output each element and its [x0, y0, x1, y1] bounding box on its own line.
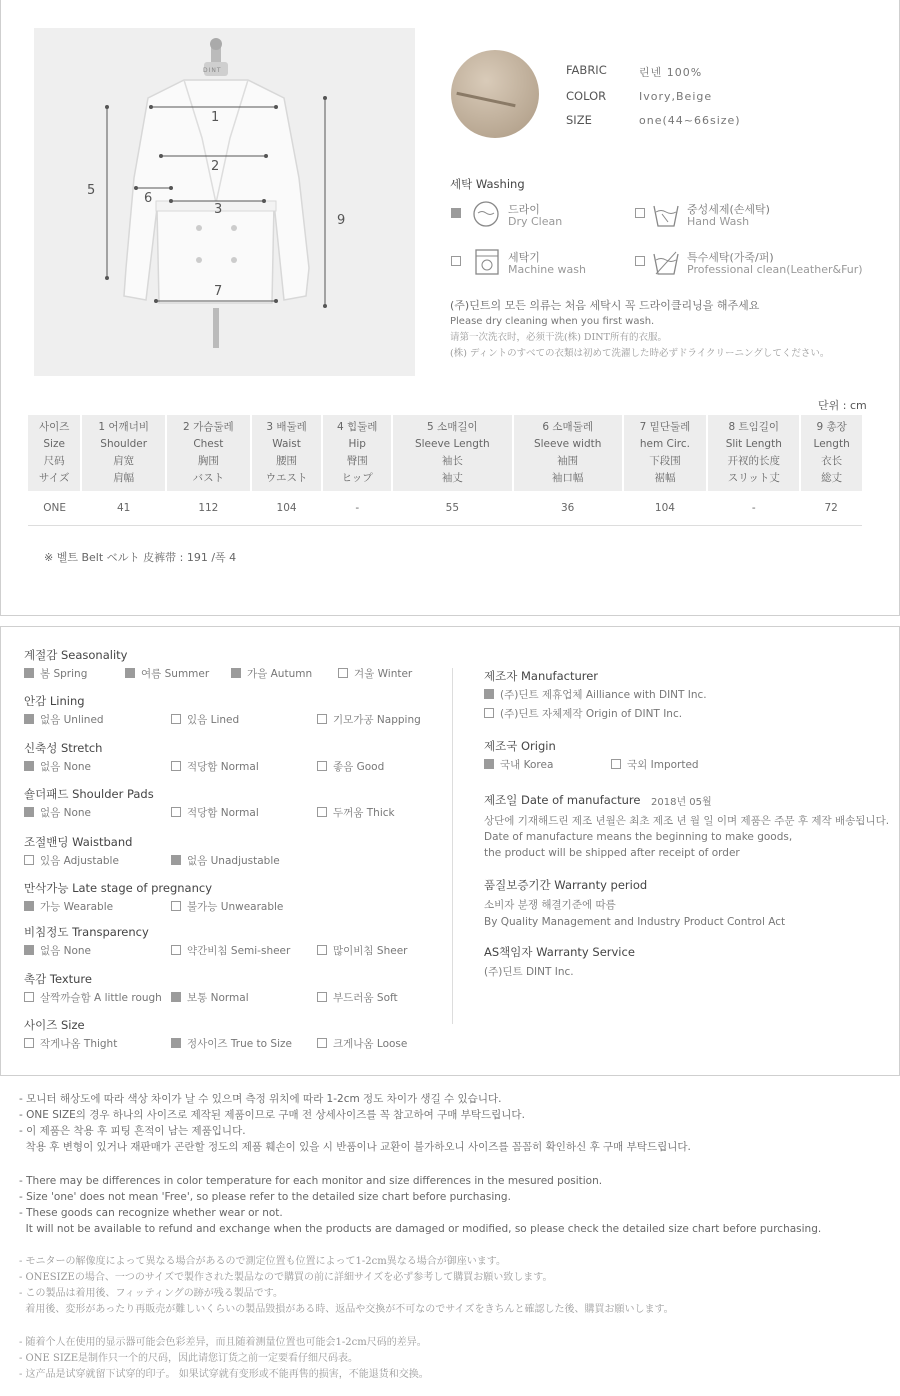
hand-wash-checkbox[interactable]: [635, 208, 645, 218]
option-label: 적당함 Normal: [187, 761, 259, 773]
option-label: 부드러움 Soft: [333, 992, 398, 1004]
col-sleeve-length: 5 소매길이 Sleeve Length 袖长 袖丈: [392, 415, 513, 491]
machine-wash-en: Machine wash: [508, 263, 586, 276]
marker-2: 2: [211, 159, 220, 174]
washing-note-en: Please dry cleaning when you first wash.: [450, 316, 655, 327]
option-label: 정사이즈 True to Size: [187, 1038, 292, 1050]
option-checkbox[interactable]: [171, 855, 181, 865]
option-checkbox[interactable]: [24, 714, 34, 724]
details-divider: [452, 668, 453, 1024]
option-label: 크게나옴 Loose: [333, 1038, 408, 1050]
notes-cn: - 随着个人在使用的显示器可能会色彩差异，而且随着测量位置也可能会1-2cm尺码的差异。 - ONE SIZE是制作只一个的尺码，因此请您订货之前一定要看仔细尺码表。 - 这产品是试穿就留下试穿的印子。 如果试穿就有变形或不能再售的损害，不能退货和交换。: [19, 1337, 429, 1380]
option-label: 있음 Lined: [187, 714, 240, 726]
option-label: 많이비침 Sheer: [333, 945, 408, 957]
property-option[interactable]: [317, 1036, 407, 1051]
option-label: 불가능 Unwearable: [187, 901, 284, 913]
dry-clean-icon: [472, 200, 500, 228]
col-shoulder: 1 어깨너비 Shoulder 肩宽 肩幅: [81, 415, 166, 491]
manufacturer-option-origin[interactable]: (주)딘트 자체제작 Origin of DINT Inc.: [484, 706, 682, 721]
hand-wash-en: Hand Wash: [687, 215, 750, 228]
table-row: ONE 41 112 104 - 55 36 104 - 72: [28, 491, 862, 525]
property-option[interactable]: [24, 759, 91, 774]
option-label: 기모가공 Napping: [333, 714, 421, 726]
option-checkbox[interactable]: [24, 807, 34, 817]
marker-9: 9: [337, 213, 346, 228]
notes-kr: - 모니터 해상도에 따라 색상 차이가 날 수 있으며 측정 위치에 따라 1-2cm 정도 차이가 생길 수 있습니다. - ONE SIZE의 경우 하나의 사이즈로 제작된 제품이므로 구매 전 상세사이즈를 꼭 참고하여 구매 부탁드립니다. - 이 제품은 착용 후 피팅 흔적이 남는 제품입니다. 착용 후 변형이 있거나 재판매가 곤란할 정도의 제품 훼손이 있을 시 반품이나 교환이 불가하오니 사이즈를 꼼꼼히 확인하신 후 구매 부탁드립니다.: [19, 1093, 691, 1153]
property-option[interactable]: [24, 805, 91, 820]
property-title: 사이즈 Size: [24, 1018, 85, 1032]
property-option[interactable]: [171, 712, 239, 727]
washing-title: 세탁 Washing: [450, 177, 525, 191]
manufacturer-option-alliance[interactable]: (주)딘트 제휴업체 Ailliance with DINT Inc.: [484, 687, 707, 702]
property-option[interactable]: [317, 943, 407, 958]
option-checkbox[interactable]: [24, 945, 34, 955]
marker-5: 5: [87, 183, 96, 198]
unit-label: 단위 : cm: [818, 399, 867, 412]
option-checkbox[interactable]: [317, 714, 327, 724]
option-checkbox[interactable]: [338, 668, 348, 678]
option-label: 약간비침 Semi-sheer: [187, 945, 291, 957]
option-label: 적당함 Normal: [187, 807, 259, 819]
option-checkbox[interactable]: [317, 761, 327, 771]
belt-note: ※ 벨트 Belt ベルト 皮裤带 : 191 /폭 4: [44, 551, 237, 564]
option-label: 보통 Normal: [187, 992, 249, 1004]
option-label: 좋음 Good: [333, 761, 385, 773]
color-value: Ivory,Beige: [639, 90, 713, 103]
warranty-period-desc: 소비자 분쟁 해결기준에 따름 By Quality Management and Industry Product Control Act: [484, 899, 786, 928]
property-title: 계절감 Seasonality: [24, 648, 128, 662]
size-value: one(44~66size): [639, 114, 741, 127]
notes-en: - There may be differences in color temperature for each monitor and size differences in the mesured position. - Size 'one' does not mean 'Free', so please refer to the detailed size chart before purchasing. - These goods can recognize whether wear or not. It will not be available to refund and exchange when the products are damaged or modified, so please check the detailed size chart before purchasing.: [19, 1175, 822, 1235]
manufacturer-title: 제조자 Manufacturer: [484, 669, 599, 683]
property-option[interactable]: [24, 666, 87, 681]
property-option[interactable]: [338, 666, 412, 681]
mannequin-tag: DINT: [203, 67, 222, 74]
option-label: 여름 Summer: [141, 668, 210, 680]
option-checkbox[interactable]: [317, 1038, 327, 1048]
origin-title: 제조국 Origin: [484, 739, 556, 753]
marker-7: 7: [214, 284, 223, 299]
option-checkbox[interactable]: [24, 901, 34, 911]
hand-wash-icon: [652, 200, 680, 228]
col-sleeve-width: 6 소매둘레 Sleeve width 袖围 袖口幅: [513, 415, 623, 491]
property-option[interactable]: [317, 759, 384, 774]
option-checkbox[interactable]: [125, 668, 135, 678]
option-checkbox[interactable]: [24, 1038, 34, 1048]
origin-option-imported[interactable]: 국외 Imported: [611, 757, 699, 772]
option-label: 없음 None: [40, 945, 92, 957]
col-hem: 7 밑단둘레 hem Circ. 下段围 裾幅: [623, 415, 708, 491]
size-diagram: [34, 28, 415, 376]
property-option[interactable]: [171, 1036, 292, 1051]
option-checkbox[interactable]: [171, 761, 181, 771]
option-checkbox[interactable]: [171, 807, 181, 817]
property-title: 촉감 Texture: [24, 972, 92, 986]
col-length: 9 총장 Length 衣长 総丈: [800, 415, 862, 491]
option-checkbox[interactable]: [231, 668, 241, 678]
property-option[interactable]: [171, 990, 249, 1005]
property-option[interactable]: [171, 805, 259, 820]
marker-6: 6: [144, 191, 153, 206]
manufacture-date-value: 2018년 05월: [651, 797, 712, 808]
option-checkbox[interactable]: [24, 992, 34, 1002]
option-checkbox[interactable]: [24, 855, 34, 865]
option-checkbox[interactable]: [171, 901, 181, 911]
property-option[interactable]: [125, 666, 209, 681]
option-checkbox[interactable]: [171, 945, 181, 955]
option-checkbox[interactable]: [317, 945, 327, 955]
property-option[interactable]: [231, 666, 312, 681]
washing-notes: [450, 298, 829, 362]
option-checkbox[interactable]: [317, 807, 327, 817]
option-label: 작게나옴 Thight: [40, 1038, 118, 1050]
property-title: 안감 Lining: [24, 694, 85, 708]
dry-clean-en: Dry Clean: [508, 215, 563, 228]
col-hip: 4 힙둘레 Hip 臀围 ヒップ: [322, 415, 391, 491]
dry-clean-checkbox[interactable]: [451, 208, 461, 218]
col-slit: 8 트임길이 Slit Length 开衩的长度 スリット丈: [707, 415, 800, 491]
property-option[interactable]: [24, 990, 162, 1005]
property-option[interactable]: [24, 1036, 117, 1051]
option-label: 겨울 Winter: [354, 668, 413, 680]
washing-note-jp: (株) ディントのすべての衣類は初めて洗濯した時必ずドライクリーニングしてください。: [450, 348, 830, 359]
option-checkbox[interactable]: [171, 992, 181, 1002]
washing-note-cn: 请第一次洗衣时，必须干洗(株) DINT所有的衣服。: [450, 332, 667, 343]
property-title: 숄더패드 Shoulder Pads: [24, 787, 154, 801]
property-option[interactable]: [317, 712, 421, 727]
manufacture-date-desc: 상단에 기재해드린 제조 년월은 최초 제조 년 월 일 이며 제품은 주문 후 제작 배송됩니다. Date of manufacture means the beginning to make goods, the product will be shipped after receipt of order: [484, 815, 890, 859]
col-size: 사이즈 Size 尺码 サイズ: [28, 415, 81, 491]
jacket-illustration: [34, 28, 415, 376]
fabric-label: FABRIC: [566, 63, 607, 77]
machine-wash-kr: 세탁기: [508, 251, 540, 264]
professional-clean-en: Professional clean(Leather&Fur): [687, 263, 863, 276]
warranty-period-title: 품질보증기간 Warranty period: [484, 878, 648, 892]
hand-wash-kr: 중성세제(손세탁): [687, 203, 770, 216]
property-option[interactable]: [171, 899, 283, 914]
option-checkbox[interactable]: [24, 668, 34, 678]
col-chest: 2 가슴둘레 Chest 胸围 バスト: [166, 415, 251, 491]
property-option[interactable]: [171, 759, 259, 774]
option-checkbox[interactable]: [171, 1038, 181, 1048]
option-label: 없음 None: [40, 761, 92, 773]
property-option[interactable]: [24, 943, 91, 958]
property-option[interactable]: [317, 990, 398, 1005]
property-title: 신축성 Stretch: [24, 741, 103, 755]
option-label: 봄 Spring: [40, 668, 88, 680]
purchase-notes: [19, 1091, 821, 1383]
property-option[interactable]: [317, 805, 395, 820]
dry-clean-kr: 드라이: [508, 203, 540, 216]
property-option[interactable]: [171, 853, 280, 868]
option-label: 없음 None: [40, 807, 92, 819]
option-label: 없음 Unlined: [40, 714, 104, 726]
option-label: 가을 Autumn: [247, 668, 313, 680]
professional-clean-checkbox[interactable]: [635, 256, 645, 266]
origin-option-korea[interactable]: 국내 Korea: [484, 757, 553, 772]
professional-clean-icon: [652, 248, 680, 276]
option-label: 살짝까슬함 A little rough: [40, 992, 162, 1004]
size-table: [28, 415, 862, 526]
option-label: 없음 Unadjustable: [187, 855, 280, 867]
warranty-service-title: AS책임자 Warranty Service: [484, 945, 635, 959]
fabric-value: 린넨 100%: [639, 66, 703, 79]
property-option[interactable]: [24, 712, 104, 727]
fabric-swatch: [451, 50, 539, 138]
professional-clean-kr: 특수세탁(가죽/퍼): [687, 251, 774, 264]
machine-wash-checkbox[interactable]: [451, 256, 461, 266]
machine-wash-icon: [474, 248, 500, 276]
option-checkbox[interactable]: [24, 761, 34, 771]
option-checkbox[interactable]: [317, 992, 327, 1002]
property-option[interactable]: [24, 853, 119, 868]
size-label: SIZE: [566, 113, 592, 127]
marker-1: 1: [211, 110, 220, 125]
warranty-service-desc: (주)딘트 DINT Inc.: [484, 966, 574, 978]
marker-3: 3: [214, 202, 223, 217]
property-option[interactable]: [171, 943, 290, 958]
option-checkbox[interactable]: [171, 714, 181, 724]
option-label: 있음 Adjustable: [40, 855, 119, 867]
option-label: 가능 Wearable: [40, 901, 114, 913]
property-title: 비침정도 Transparency: [24, 925, 149, 939]
washing-note-kr: (주)딘트의 모든 의류는 처음 세탁시 꼭 드라이클리닝을 해주세요: [450, 299, 760, 312]
property-title: 조절밴딩 Waistband: [24, 835, 133, 849]
col-waist: 3 배둘레 Waist 腰围 ウエスト: [251, 415, 323, 491]
property-title: 만삭가능 Late stage of pregnancy: [24, 881, 213, 895]
notes-jp: - モニターの解像度によって異なる場合があるので測定位置も位置によって1-2cm異なる場合が御座います。 - ONESIZEの場合、一つのサイズで製作された製品なので購買の前に詳細サイズを必ず参考して購買お願い致します。 - この製品は着用後、フィッティングの跡が残る製品です。 着用後、変形があったり再販売が難しいくらいの製品毀損がある時、返品や交換が不可なのでサイズをきちんと確認した後、購買お願いします。: [19, 1256, 674, 1315]
manufacture-date-title: 제조일 Date of manufacture: [484, 793, 641, 807]
color-label: COLOR: [566, 89, 607, 103]
option-label: 두꺼움 Thick: [333, 807, 395, 819]
property-option[interactable]: [24, 899, 113, 914]
